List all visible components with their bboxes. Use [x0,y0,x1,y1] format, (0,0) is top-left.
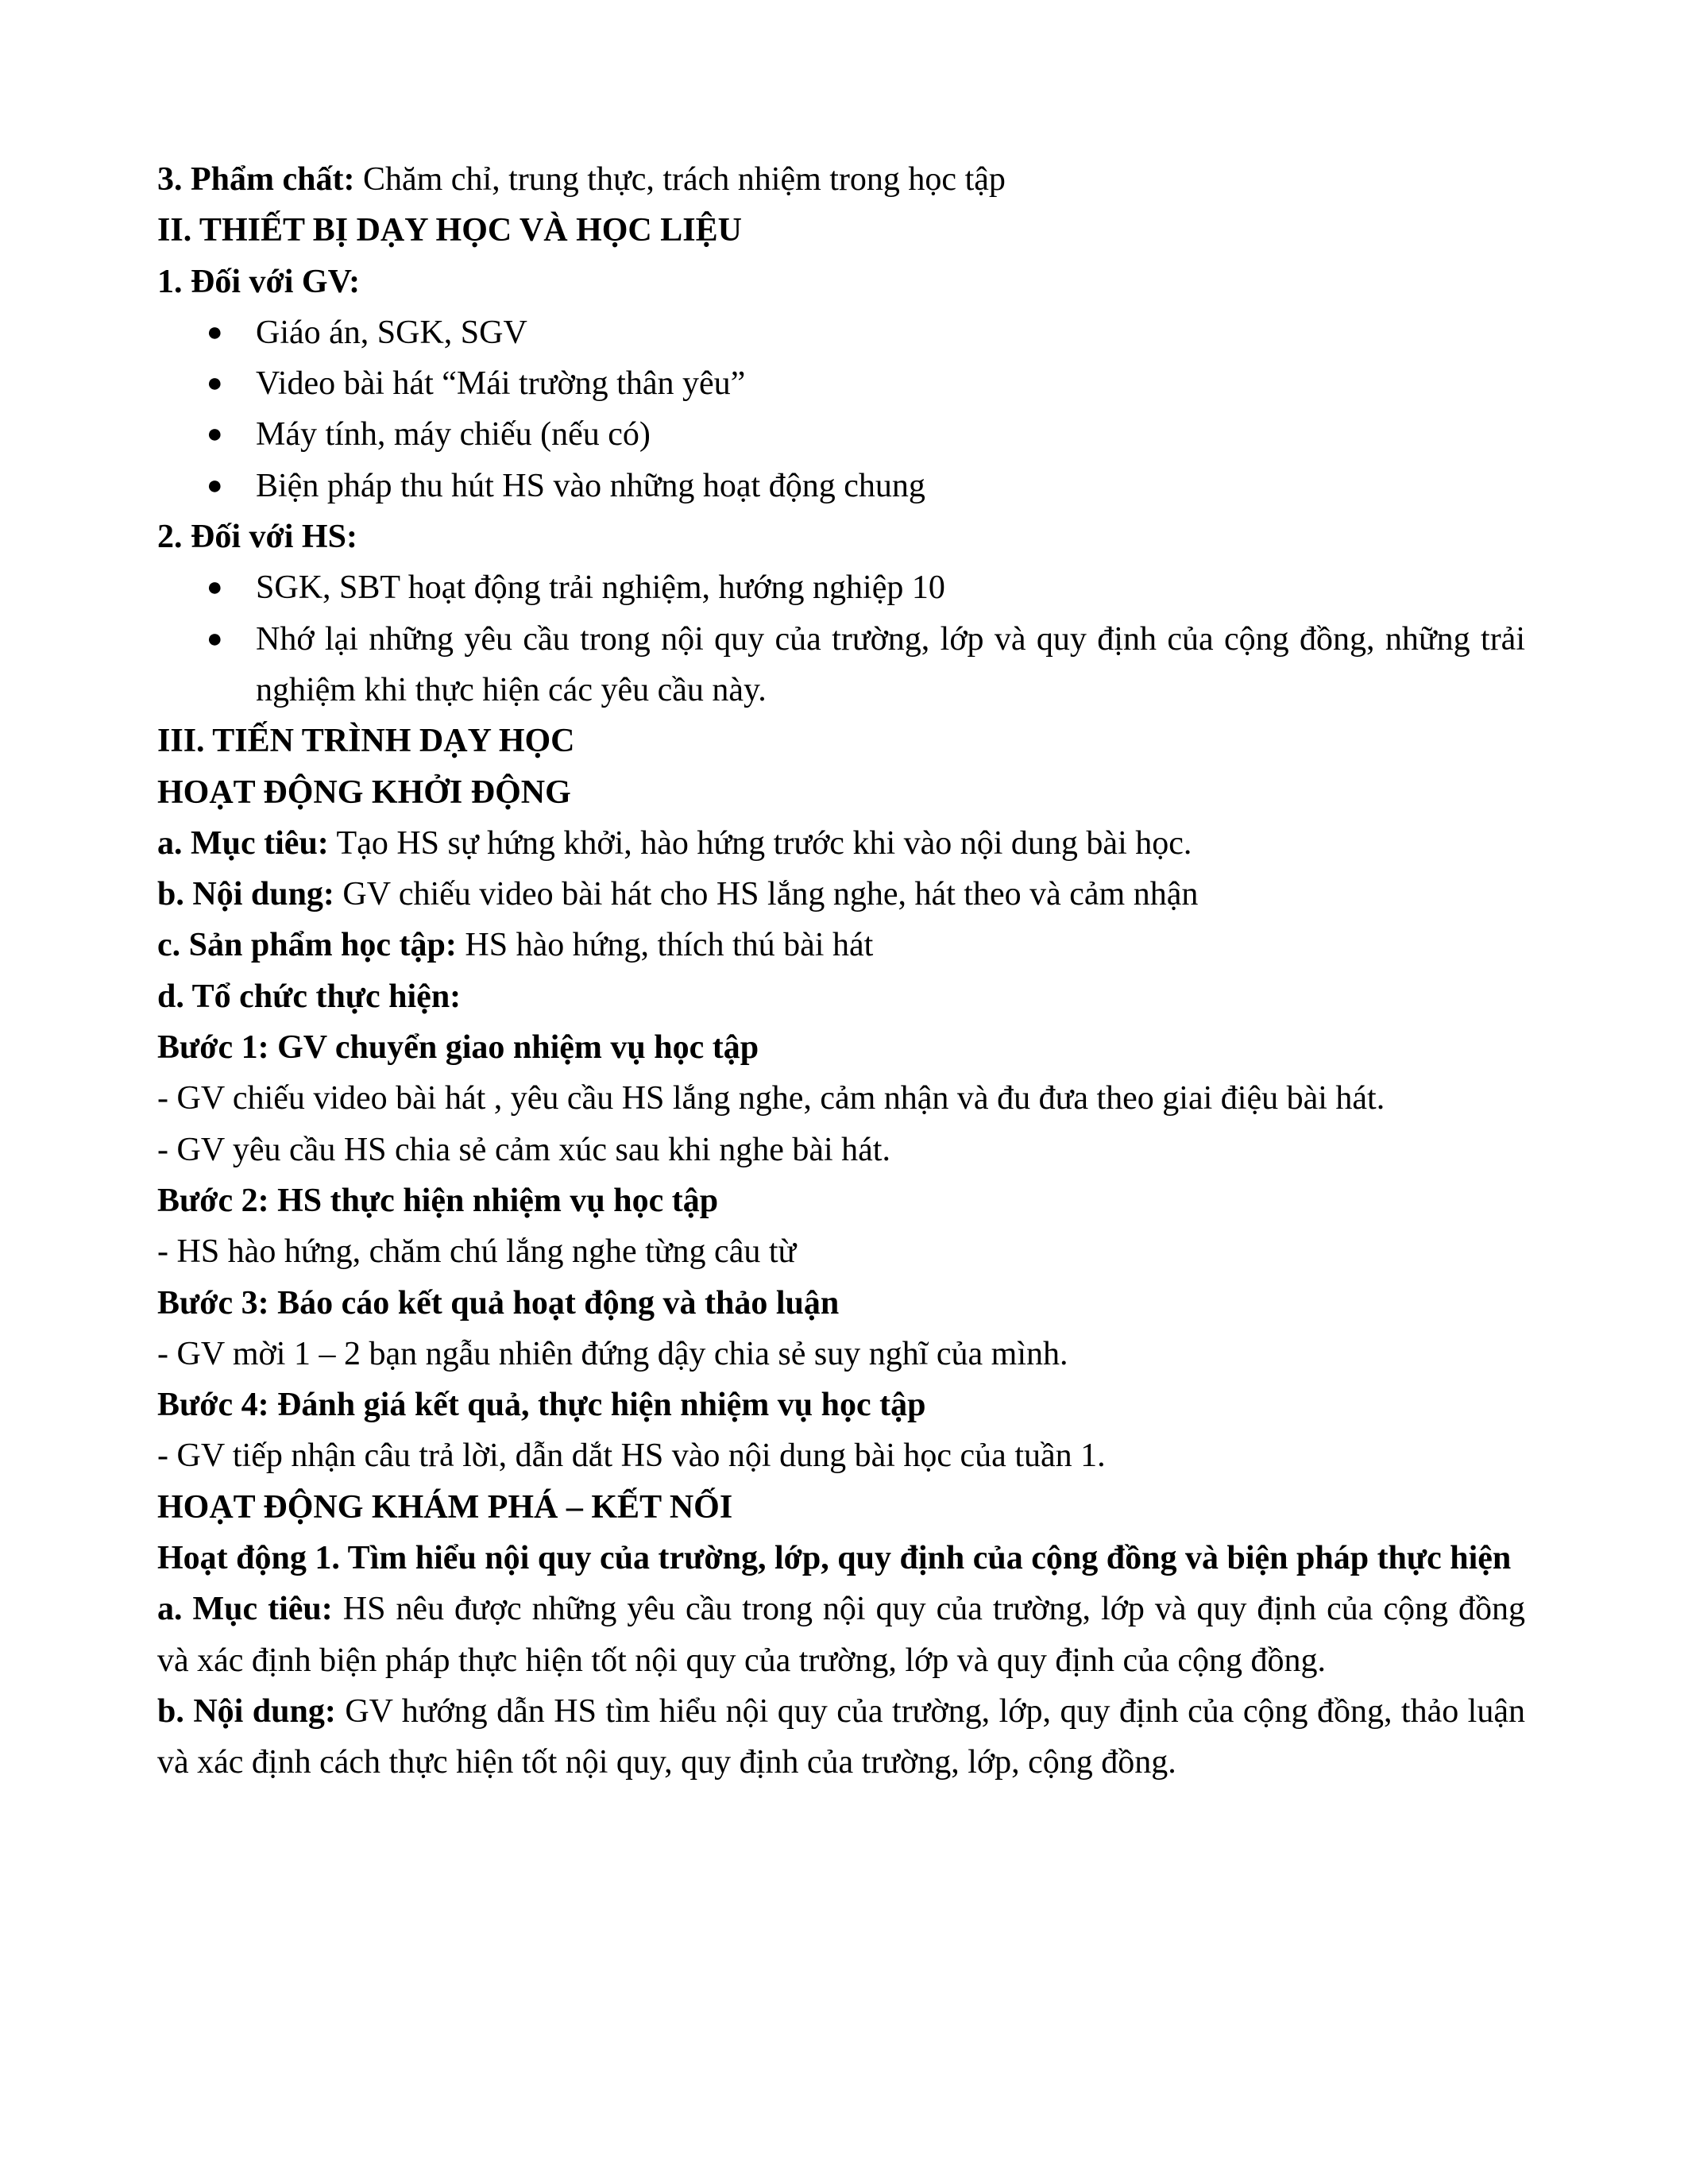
kd-noi-dung: b. Nội dung: GV chiếu video bài hát cho HS lắng nghe, hát theo và cảm nhận [157,876,1199,913]
hd1-noi-dung: b. Nội dung: GV hướng dẫn HS tìm hiểu nội quy của trường, lớp, quy định của cộng đồng, thảo luận và xác định cách thực hiện tốt nội quy, quy định của trường, lớp, cộng đồng. [157,1692,1525,1781]
document-page [157,154,1525,1788]
kd-to-chuc: d. Tổ chức thực hiện: [157,978,462,1015]
kd-san-pham: c. Sản phẩm học tập: HS hào hứng, thích thú bài hát [157,927,874,964]
bullet-icon: ● [207,573,223,603]
list-item: ● Biện pháp thu hút HS vào những hoạt động chung [157,461,1525,511]
pham-chat: 3. Phẩm chất: Chăm chỉ, trung thực, trách nhiệm trong học tập [157,161,1006,198]
section-heading-3: III. TIẾN TRÌNH DẠY HỌC [157,723,575,760]
list-item: ● Giáo án, SGK, SGV [157,307,1525,358]
list-item: ● SGK, SBT hoạt động trải nghiệm, hướng nghiệp 10 [157,562,1525,613]
step-1-text: - GV chiếu video bài hát , yêu cầu HS lắng nghe, cảm nhận và đu đưa theo giai điệu bài hát. [157,1080,1385,1117]
bullet-icon: ● [207,369,223,399]
step-3-text: - GV mời 1 – 2 bạn ngẫu nhiên đứng dậy chia sẻ suy nghĩ của mình. [157,1335,1068,1372]
step-4-heading: Bước 4: Đánh giá kết quả, thực hiện nhiệm vụ học tập [157,1387,926,1424]
hoat-dong-1-heading: Hoạt động 1. Tìm hiểu nội quy của trường, lớp, quy định của cộng đồng và biện pháp thực hiện [157,1540,1512,1577]
khoi-dong-heading: HOẠT ĐỘNG KHỞI ĐỘNG [157,774,571,811]
section-heading-2: II. THIẾT BỊ DẠY HỌC VÀ HỌC LIỆU [157,212,742,249]
step-2-heading: Bước 2: HS thực hiện nhiệm vụ học tập [157,1182,719,1219]
bullet-icon: ● [207,623,223,654]
list-item: ● Nhớ lại những yêu cầu trong nội quy của trường, lớp và quy định của cộng đồng, những trải nghiệm khi thực hiện các yêu cầu này. [157,614,1525,716]
step-2-text: - HS hào hứng, chăm chú lắng nghe từng câu từ [157,1233,797,1271]
step-4-text: - GV tiếp nhận câu trả lời, dẫn dắt HS vào nội dung bài học của tuần 1. [157,1437,1106,1475]
list-item: ● Video bài hát “Mái trường thân yêu” [157,358,1525,409]
kd-muc-tieu: a. Mục tiêu: Tạo HS sự hứng khởi, hào hứng trước khi vào nội dung bài học. [157,824,1192,862]
hs-heading: 2. Đối với HS: [157,519,357,556]
list-item: ● Máy tính, máy chiếu (nếu có) [157,409,1525,460]
hd1-muc-tieu: a. Mục tiêu: HS nêu được những yêu cầu trong nội quy của trường, lớp và quy định của cộng đồng và xác định biện pháp thực hiện tốt nội quy của trường, lớp và quy định của cộng đồng. [157,1591,1525,1679]
bullet-icon: ● [207,419,223,450]
step-3-heading: Bước 3: Báo cáo kết quả hoạt động và thảo luận [157,1284,840,1322]
gv-heading: 1. Đối với GV: [157,263,361,300]
step-1-heading: Bước 1: GV chuyển giao nhiệm vụ học tập [157,1029,759,1067]
bullet-icon: ● [207,317,223,347]
kham-pha-heading: HOẠT ĐỘNG KHÁM PHÁ – KẾT NỐI [157,1488,733,1526]
bullet-icon: ● [207,470,223,500]
step-1-text-2: - GV yêu cầu HS chia sẻ cảm xúc sau khi nghe bài hát. [157,1131,890,1168]
